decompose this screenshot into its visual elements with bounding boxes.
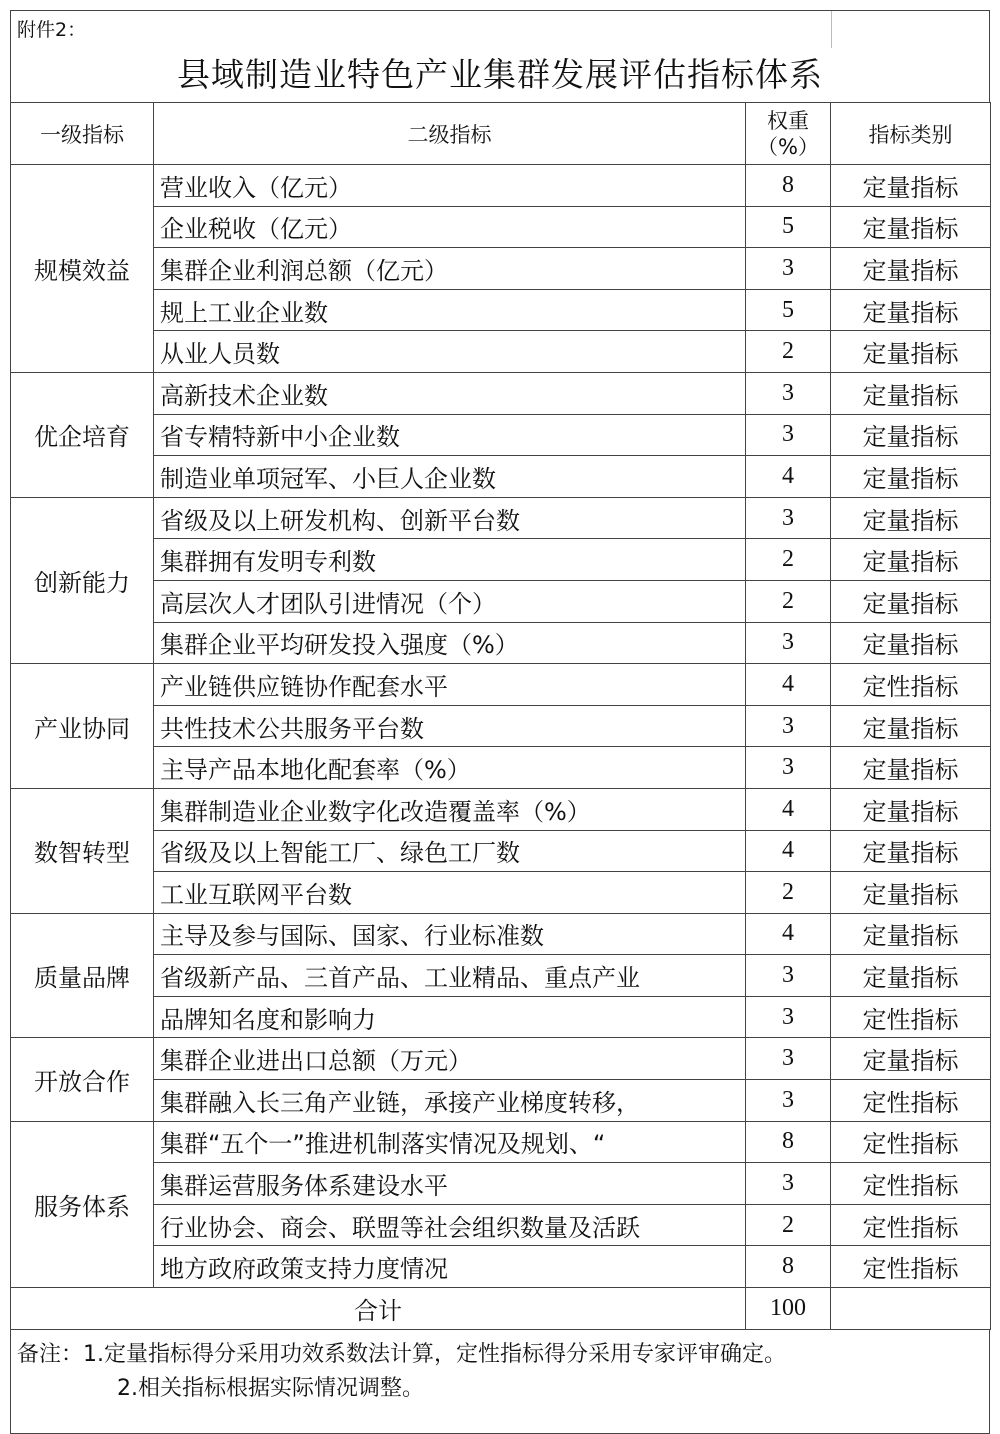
total-label: 合计	[11, 1288, 746, 1330]
indicator-type: 定量指标	[831, 497, 991, 539]
weight-value: 5	[746, 206, 831, 248]
level2-indicator: 高层次人才团队引进情况（个）	[154, 580, 746, 622]
notes	[10, 1330, 990, 1434]
weight-value: 4	[746, 913, 831, 955]
total-type-empty	[831, 1288, 991, 1330]
indicator-type: 定量指标	[831, 955, 991, 997]
weight-value: 5	[746, 289, 831, 331]
weight-value: 2	[746, 331, 831, 373]
weight-value: 3	[746, 248, 831, 290]
table-row	[11, 664, 991, 706]
table-row	[11, 248, 991, 290]
level2-indicator: 制造业单项冠军、小巨人企业数	[154, 456, 746, 498]
level2-indicator: 企业税收（亿元）	[154, 206, 746, 248]
weight-value: 3	[746, 372, 831, 414]
table-row	[11, 872, 991, 914]
indicator-type: 定量指标	[831, 830, 991, 872]
header-weight-line1: 权重	[767, 108, 809, 133]
indicator-type: 定量指标	[831, 206, 991, 248]
header-level1: 一级指标	[11, 103, 154, 165]
indicator-type: 定性指标	[831, 996, 991, 1038]
indicator-type: 定量指标	[831, 580, 991, 622]
level2-indicator: 集群企业进出口总额（万元）	[154, 1038, 746, 1080]
weight-value: 3	[746, 996, 831, 1038]
table-row	[11, 705, 991, 747]
table-row	[11, 165, 991, 207]
indicator-type: 定量指标	[831, 788, 991, 830]
table-row	[11, 622, 991, 664]
level2-indicator: 产业链供应链协作配套水平	[154, 664, 746, 706]
level2-indicator: 高新技术企业数	[154, 372, 746, 414]
table-header-row	[11, 103, 991, 165]
weight-value: 3	[746, 705, 831, 747]
level2-indicator: 省级及以上研发机构、创新平台数	[154, 497, 746, 539]
weight-value: 4	[746, 456, 831, 498]
weight-value: 2	[746, 580, 831, 622]
level1-indicator: 优企培育	[11, 372, 154, 497]
indicator-type: 定量指标	[831, 248, 991, 290]
level2-indicator: 集群“五个一”推进机制落实情况及规划、“	[154, 1121, 746, 1163]
table-row	[11, 1080, 991, 1122]
level1-indicator: 服务体系	[11, 1121, 154, 1287]
indicator-type: 定量指标	[831, 539, 991, 581]
weight-value: 4	[746, 830, 831, 872]
weight-value: 8	[746, 1246, 831, 1288]
level1-indicator: 质量品牌	[11, 913, 154, 1038]
level2-indicator: 集群制造业企业数字化改造覆盖率（%）	[154, 788, 746, 830]
level1-indicator: 产业协同	[11, 664, 154, 789]
table-row	[11, 1163, 991, 1205]
header-level2: 二级指标	[154, 103, 746, 165]
indicator-type: 定量指标	[831, 331, 991, 373]
indicator-type: 定性指标	[831, 664, 991, 706]
indicator-type: 定量指标	[831, 165, 991, 207]
table-row	[11, 830, 991, 872]
weight-value: 2	[746, 872, 831, 914]
level2-indicator: 营业收入（亿元）	[154, 165, 746, 207]
document-title: 县域制造业特色产业集群发展评估指标体系	[10, 48, 990, 102]
table-row	[11, 955, 991, 997]
weight-value: 2	[746, 1204, 831, 1246]
level2-indicator: 主导产品本地化配套率（%）	[154, 747, 746, 789]
table-row	[11, 539, 991, 581]
table-row	[11, 1121, 991, 1163]
table-row	[11, 913, 991, 955]
table-row	[11, 289, 991, 331]
attachment-label: 附件2：	[17, 19, 87, 41]
weight-value: 3	[746, 1038, 831, 1080]
level2-indicator: 地方政府政策支持力度情况	[154, 1246, 746, 1288]
table-row	[11, 1246, 991, 1288]
weight-value: 3	[746, 622, 831, 664]
header-weight-line2: （%）	[757, 134, 819, 159]
total-row	[11, 1288, 991, 1330]
indicator-type: 定量指标	[831, 1038, 991, 1080]
table-row	[11, 456, 991, 498]
table-row	[11, 372, 991, 414]
indicator-type: 定量指标	[831, 872, 991, 914]
weight-value: 8	[746, 1121, 831, 1163]
level1-indicator: 创新能力	[11, 497, 154, 663]
sheet-gridline	[831, 11, 832, 48]
note-line-2: 2.相关指标根据实际情况调整。	[117, 1375, 424, 1401]
level2-indicator: 集群融入长三角产业链，承接产业梯度转移，	[154, 1080, 746, 1122]
weight-value: 3	[746, 497, 831, 539]
total-weight: 100	[746, 1288, 831, 1330]
level2-indicator: 规上工业企业数	[154, 289, 746, 331]
weight-value: 8	[746, 165, 831, 207]
indicator-type: 定量指标	[831, 414, 991, 456]
note-line-1: 备注：1.定量指标得分采用功效系数法计算，定性指标得分采用专家评审确定。	[17, 1341, 786, 1367]
indicator-type: 定性指标	[831, 1246, 991, 1288]
weight-value: 3	[746, 414, 831, 456]
weight-value: 4	[746, 788, 831, 830]
weight-value: 4	[746, 664, 831, 706]
level1-indicator: 数智转型	[11, 788, 154, 913]
level2-indicator: 共性技术公共服务平台数	[154, 705, 746, 747]
weight-value: 2	[746, 539, 831, 581]
level2-indicator: 集群企业平均研发投入强度（%）	[154, 622, 746, 664]
table-row	[11, 747, 991, 789]
weight-value: 3	[746, 747, 831, 789]
level2-indicator: 行业协会、商会、联盟等社会组织数量及活跃	[154, 1204, 746, 1246]
table-row	[11, 788, 991, 830]
table-row	[11, 580, 991, 622]
level1-indicator: 开放合作	[11, 1038, 154, 1121]
indicator-type: 定量指标	[831, 705, 991, 747]
table-row	[11, 1038, 991, 1080]
level2-indicator: 工业互联网平台数	[154, 872, 746, 914]
level2-indicator: 从业人员数	[154, 331, 746, 373]
indicator-type: 定性指标	[831, 1204, 991, 1246]
header-weight	[746, 103, 831, 165]
document-sheet	[10, 10, 990, 1434]
table-row	[11, 497, 991, 539]
level2-indicator: 省级及以上智能工厂、绿色工厂数	[154, 830, 746, 872]
indicator-type: 定量指标	[831, 913, 991, 955]
indicator-type: 定量指标	[831, 622, 991, 664]
weight-value: 3	[746, 955, 831, 997]
table-body	[11, 165, 991, 1288]
level2-indicator: 集群拥有发明专利数	[154, 539, 746, 581]
weight-value: 3	[746, 1163, 831, 1205]
table-row	[11, 996, 991, 1038]
indicator-type: 定性指标	[831, 1121, 991, 1163]
level1-indicator: 规模效益	[11, 165, 154, 373]
level2-indicator: 主导及参与国际、国家、行业标准数	[154, 913, 746, 955]
indicator-type: 定量指标	[831, 289, 991, 331]
table-row	[11, 1204, 991, 1246]
header-type: 指标类别	[831, 103, 991, 165]
level2-indicator: 集群企业利润总额（亿元）	[154, 248, 746, 290]
table-row	[11, 414, 991, 456]
weight-value: 3	[746, 1080, 831, 1122]
indicator-type: 定性指标	[831, 1080, 991, 1122]
table-row	[11, 331, 991, 373]
level2-indicator: 省级新产品、三首产品、工业精品、重点产业	[154, 955, 746, 997]
table-row	[11, 206, 991, 248]
indicator-type: 定量指标	[831, 372, 991, 414]
indicator-type: 定性指标	[831, 1163, 991, 1205]
level2-indicator: 省专精特新中小企业数	[154, 414, 746, 456]
indicator-table	[10, 102, 991, 1330]
attachment-row	[10, 10, 990, 48]
level2-indicator: 品牌知名度和影响力	[154, 996, 746, 1038]
indicator-type: 定量指标	[831, 747, 991, 789]
indicator-type: 定量指标	[831, 456, 991, 498]
level2-indicator: 集群运营服务体系建设水平	[154, 1163, 746, 1205]
